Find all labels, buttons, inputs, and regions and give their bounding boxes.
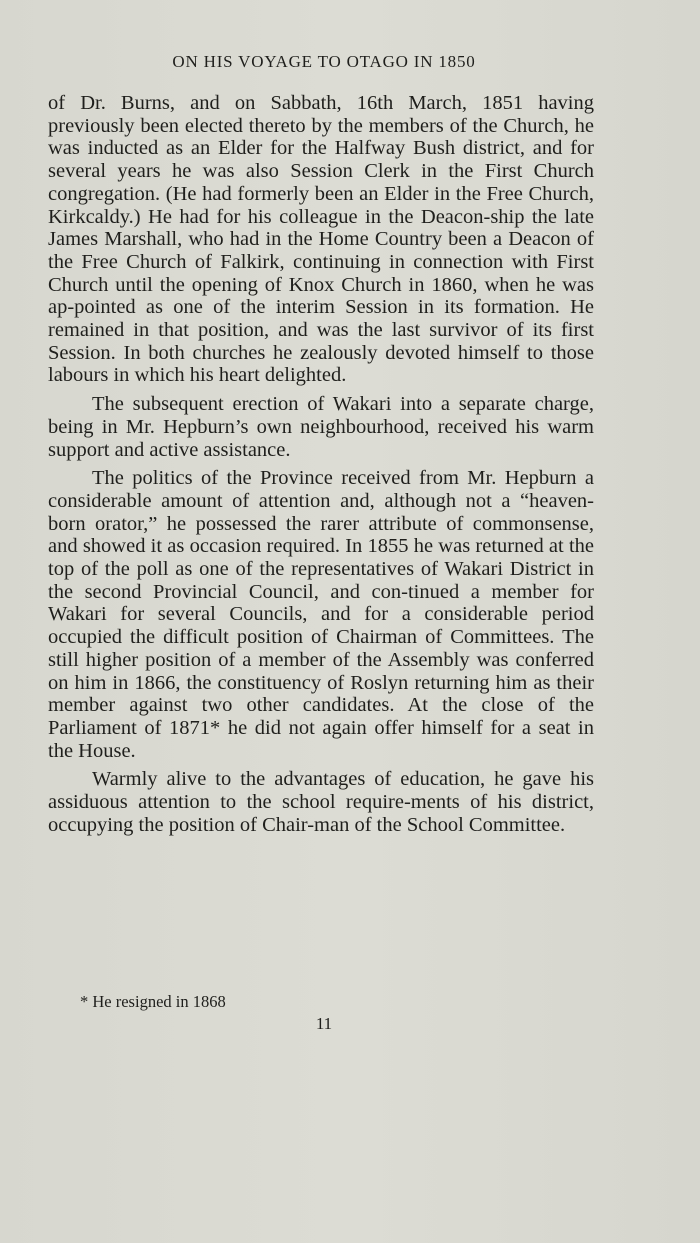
page-number: 11	[315, 1014, 333, 1033]
paragraph-1: of Dr. Burns, and on Sabbath, 16th March, 1851 having previously been elected thereto by the members of the Church, he was inducted as an Elder for the Halfway Bush district, and for several years he was also Session Clerk in the First Church congregation. (He had formerly been an Elder in the Free Church, Kirkcaldy.) He had for his colleague in the Deacon-ship the late James Marshall, who had in the Home Country been a Deacon of the Free Church of Falkirk, continuing in connection with First Church until the opening of Knox Church in 1860, when he was ap-pointed as one of the interim Session in its formation. He remained in that position, and was the last survivor of its first Session. In both churches he zealously devoted himself to those labours in which his heart delighted.	[48, 92, 594, 387]
paragraph-4: Warmly alive to the advantages of education, he gave his assiduous attention to the school require-ments of his district, occupying the position of Chair-man of the School Committee.	[48, 768, 594, 836]
footnote: * He resigned in 1868	[80, 992, 226, 1011]
running-head: ON HIS VOYAGE TO OTAGO IN 1850	[172, 52, 476, 71]
paragraph-3: The politics of the Province received from Mr. Hepburn a considerable amount of attention and, although not a “heaven-born orator,” he possessed the rarer attribute of commonsense, and showed it as occasion required. In 1855 he was returned at the top of the poll as one of the representatives of Wakari District in the second Provincial Council, and con-tinued a member for Wakari for several Councils, and for a considerable period occupied the difficult position of Chairman of Committees. The still higher position of a member of the Assembly was conferred on him in 1866, the constituency of Roslyn returning him as their member against two other candidates. At the close of the Parliament of 1871* he did not again offer himself for a seat in the House.	[48, 467, 594, 762]
paragraph-2: The subsequent erection of Wakari into a separate charge, being in Mr. Hepburn’s own neighbourhood, received his warm support and active assistance.	[48, 393, 594, 461]
body-text	[48, 92, 594, 843]
